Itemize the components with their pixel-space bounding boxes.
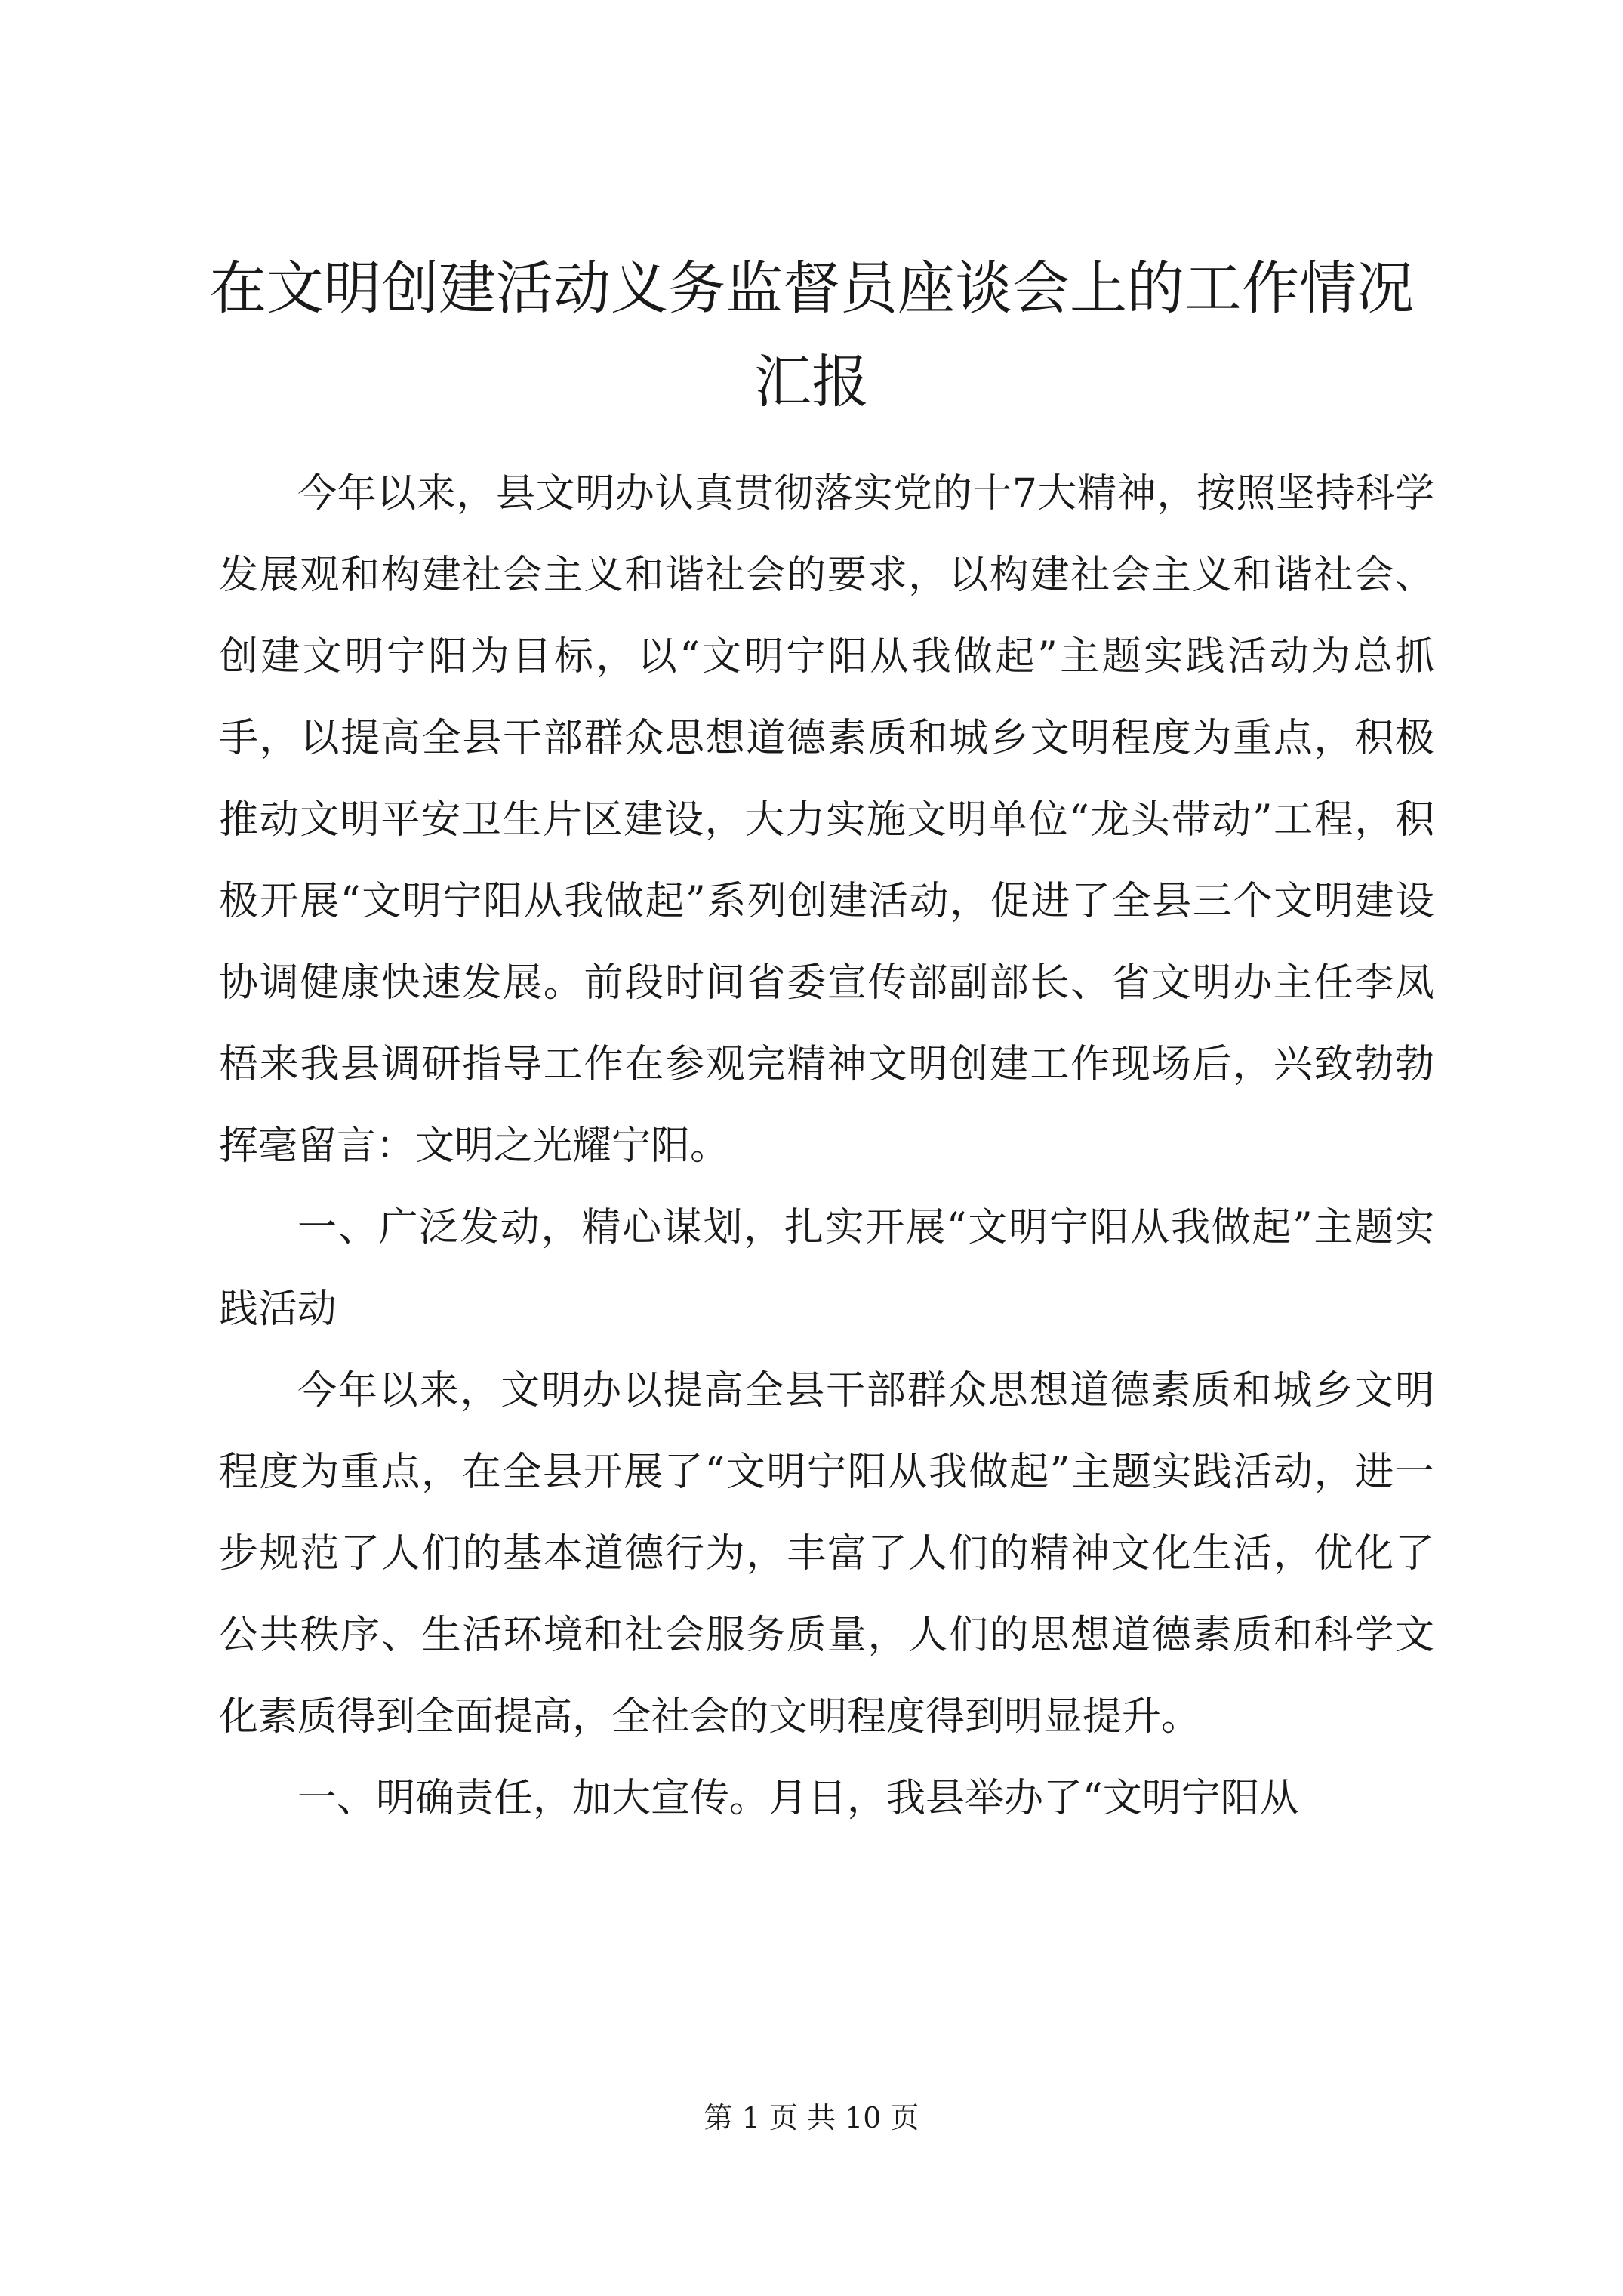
document-title: 在文明创建活动义务监督员座谈会上的工作情况汇报 <box>209 254 1414 415</box>
document-body <box>219 453 1434 1839</box>
page-number-footer: 第 1 页 共 10 页 <box>704 2101 919 2134</box>
section-heading-1: 一、广泛发动，精心谋划，扎实开展“文明宁阳从我做起”主题实践活动 <box>219 1205 1434 1332</box>
paragraph-section-1: 今年以来，文明办以提高全县干部群众思想道德素质和城乡文明程度为重点，在全县开展了“文明宁阳从我做起”主题实践活动，进一步规范了人们的基本道德行为，丰富了人们的精神文化生活，优化了公共秩序、生活环境和社会服务质量，人们的思想道德素质和科学文化素质得到全面提高，全社会的文明程度得到明显提升。 <box>219 1368 1434 1740</box>
paragraph-subsection-1: 一、明确责任，加大宣传。月日，我县举办了“文明宁阳从 <box>297 1776 1299 1821</box>
paragraph-intro: 今年以来，县文明办认真贯彻落实党的十7大精神，按照坚持科学发展观和构建社会主义和谐社会的要求，以构建社会主义和谐社会、创建文明宁阳为目标，以“文明宁阳从我做起”主题实践活动为总抓手，以提高全县干部群众思想道德素质和城乡文明程度为重点，积极推动文明平安卫生片区建设，大力实施文明单位“龙头带动”工程，积极开展“文明宁阳从我做起”系列创建活动，促进了全县三个文明建设协调健康快速发展。前段时间省委宣传部副部长、省文明办主任李凤梧来我县调研指导工作在参观完精神文明创建工作现场后，兴致勃勃挥毫留言：文明之光耀宁阳。 <box>219 471 1434 1169</box>
